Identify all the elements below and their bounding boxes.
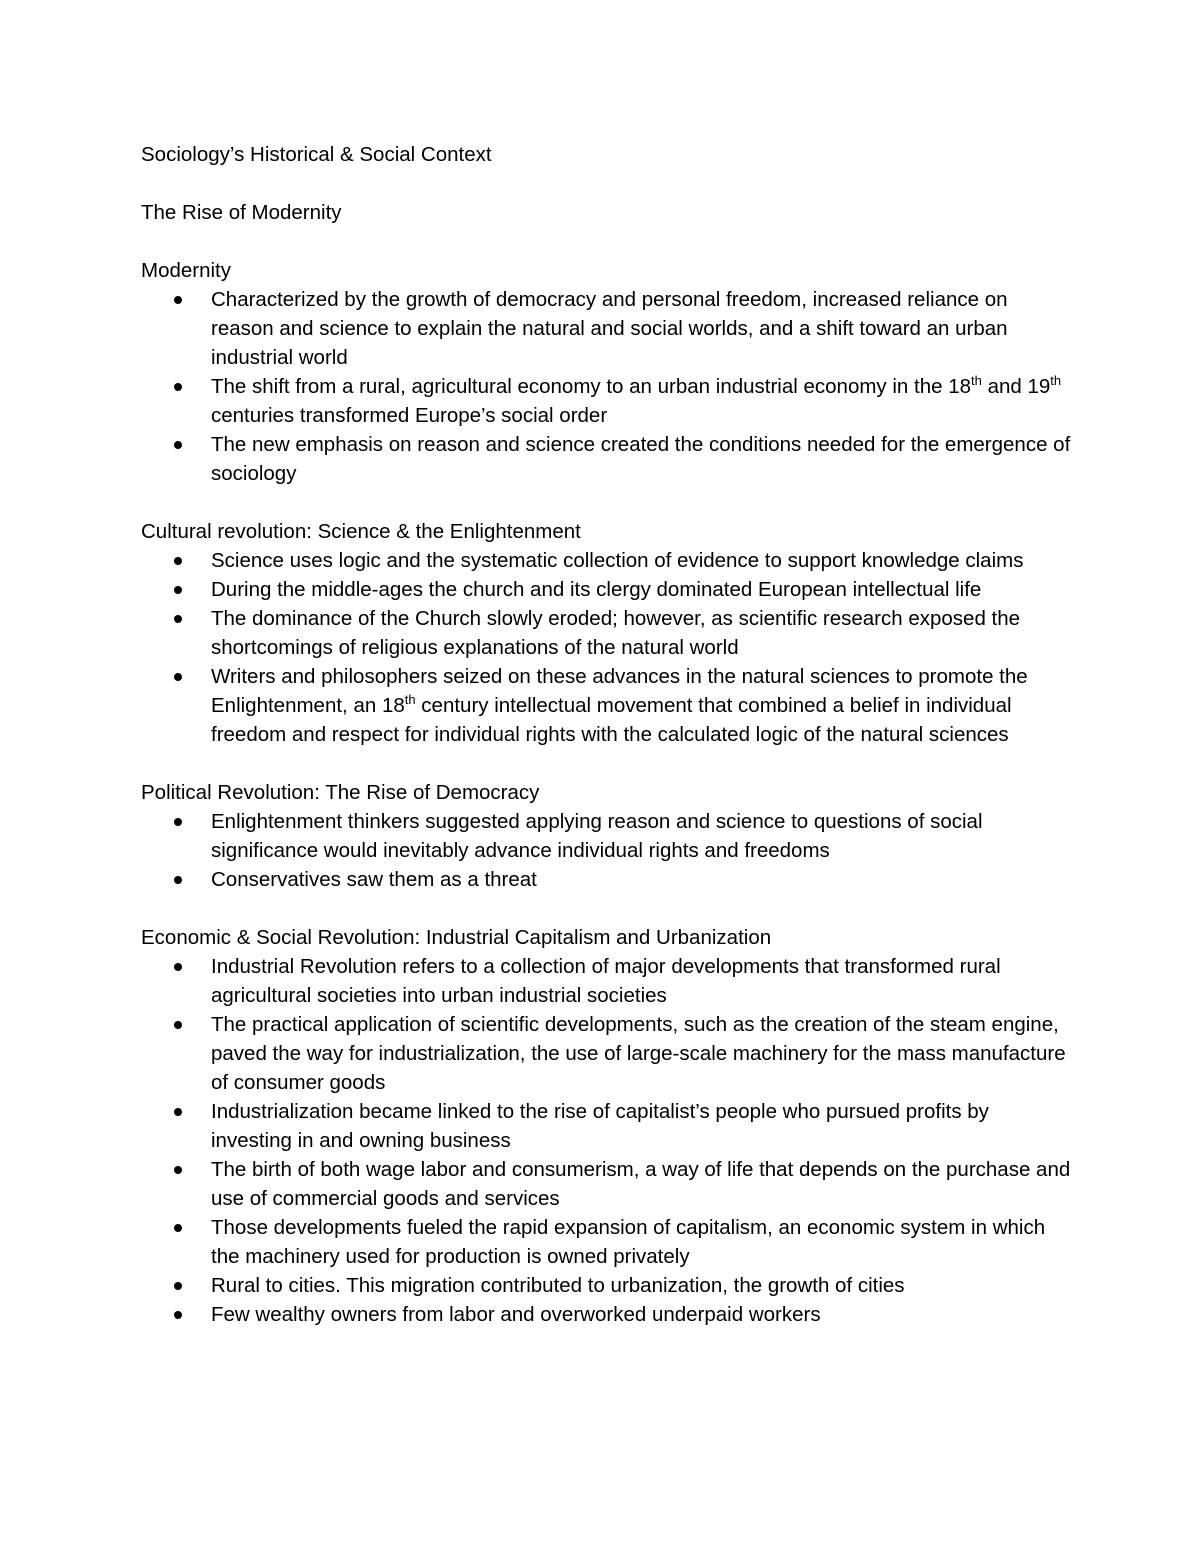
list-item (141, 575, 1071, 604)
list-item-text: The shift from a rural, agricultural economy to an urban industrial economy in the 18 (211, 375, 972, 398)
list-item (141, 546, 1071, 575)
list-item (141, 952, 1071, 1010)
bullet-icon (174, 383, 182, 391)
list-item-text: centuries transformed Europe’s social order (211, 404, 608, 427)
spacer (141, 169, 1071, 198)
list-item (141, 1155, 1071, 1213)
list-item-text: Few wealthy owners from labor and overworked underpaid workers (211, 1303, 821, 1326)
spacer (141, 488, 1071, 517)
list-item-text: The practical application of scientific developments, such as the creation of the steam engine, paved the way for industrialization, the use of large-scale machinery for the mass manufacture of consumer goods (211, 1013, 1066, 1094)
list-item (141, 807, 1071, 865)
list-item-text: The dominance of the Church slowly eroded; however, as scientific research exposed the shortcomings of religious explanations of the natural world (211, 607, 1021, 659)
list-item (141, 285, 1071, 372)
list-item (141, 1300, 1071, 1329)
spacer (141, 227, 1071, 256)
list-item-text: Enlightenment thinkers suggested applying reason and science to questions of social significance would inevitably advance individual rights and freedoms (211, 810, 983, 862)
superscript: th (404, 692, 416, 707)
list-item-text: Industrial Revolution refers to a collection of major developments that transformed rural agricultural societies into urban industrial societies (211, 955, 1001, 1007)
list-item (141, 865, 1071, 894)
list-item-text: Rural to cities. This migration contributed to urbanization, the growth of cities (211, 1274, 905, 1297)
bullet-icon (174, 441, 182, 449)
list-item (141, 372, 1071, 430)
section-heading: Modernity (141, 259, 232, 282)
list-item-text: Conservatives saw them as a threat (211, 868, 537, 891)
bullet-icon (174, 1224, 182, 1232)
section-heading: Economic & Social Revolution: Industrial Capitalism and Urbanization (141, 926, 772, 949)
sections-container (141, 256, 1071, 1329)
bullet-icon (174, 963, 182, 971)
bullet-list (141, 807, 1071, 894)
bullet-list (141, 285, 1071, 488)
bullet-icon (174, 1108, 182, 1116)
list-item (141, 604, 1071, 662)
list-item (141, 1213, 1071, 1271)
document-subtitle: The Rise of Modernity (141, 201, 342, 224)
bullet-icon (174, 615, 182, 623)
list-item (141, 1010, 1071, 1097)
list-item-text: and 19 (981, 375, 1051, 398)
bullet-icon (174, 586, 182, 594)
bullet-icon (174, 818, 182, 826)
bullet-icon (174, 1311, 182, 1319)
bullet-list (141, 546, 1071, 749)
spacer (141, 749, 1071, 778)
list-item-text: The new emphasis on reason and science created the conditions needed for the emergence of sociology (211, 433, 1071, 485)
bullet-icon (174, 557, 182, 565)
document-page (141, 140, 1071, 1329)
superscript: th (1050, 373, 1062, 388)
section-heading: Political Revolution: The Rise of Democracy (141, 781, 540, 804)
spacer (141, 894, 1071, 923)
list-item-text: Those developments fueled the rapid expansion of capitalism, an economic system in which the machinery used for production is owned privately (211, 1216, 1046, 1268)
list-item-text: Science uses logic and the systematic collection of evidence to support knowledge claims (211, 549, 1024, 572)
list-item-text: The birth of both wage labor and consumerism, a way of life that depends on the purchase and use of commercial goods and services (211, 1158, 1071, 1210)
list-item (141, 1097, 1071, 1155)
list-item-text: Writers and philosophers seized on these advances in the natural sciences to promote the Enlightenment, an 18 (211, 665, 1028, 717)
document-title: Sociology’s Historical & Social Context (141, 143, 492, 166)
bullet-icon (174, 876, 182, 884)
superscript: th (971, 373, 982, 388)
list-item-text: During the middle-ages the church and its clergy dominated European intellectual life (211, 578, 982, 601)
bullet-icon (174, 673, 182, 681)
section-heading: Cultural revolution: Science & the Enlightenment (141, 520, 581, 543)
list-item-text: Characterized by the growth of democracy and personal freedom, increased reliance on reason and science to explain the natural and social worlds, and a shift toward an urban industrial world (211, 288, 1008, 369)
list-item (141, 662, 1071, 749)
bullet-icon (174, 1166, 182, 1174)
bullet-icon (174, 1021, 182, 1029)
bullet-list (141, 952, 1071, 1329)
list-item (141, 430, 1071, 488)
list-item (141, 1271, 1071, 1300)
list-item-text: Industrialization became linked to the rise of capitalist’s people who pursued profits by investing in and owning business (211, 1100, 989, 1152)
list-item-text: century intellectual movement that combined a belief in individual freedom and respect for individual rights with the calculated logic of the natural sciences (211, 694, 1012, 746)
bullet-icon (174, 1282, 182, 1290)
bullet-icon (174, 296, 182, 304)
